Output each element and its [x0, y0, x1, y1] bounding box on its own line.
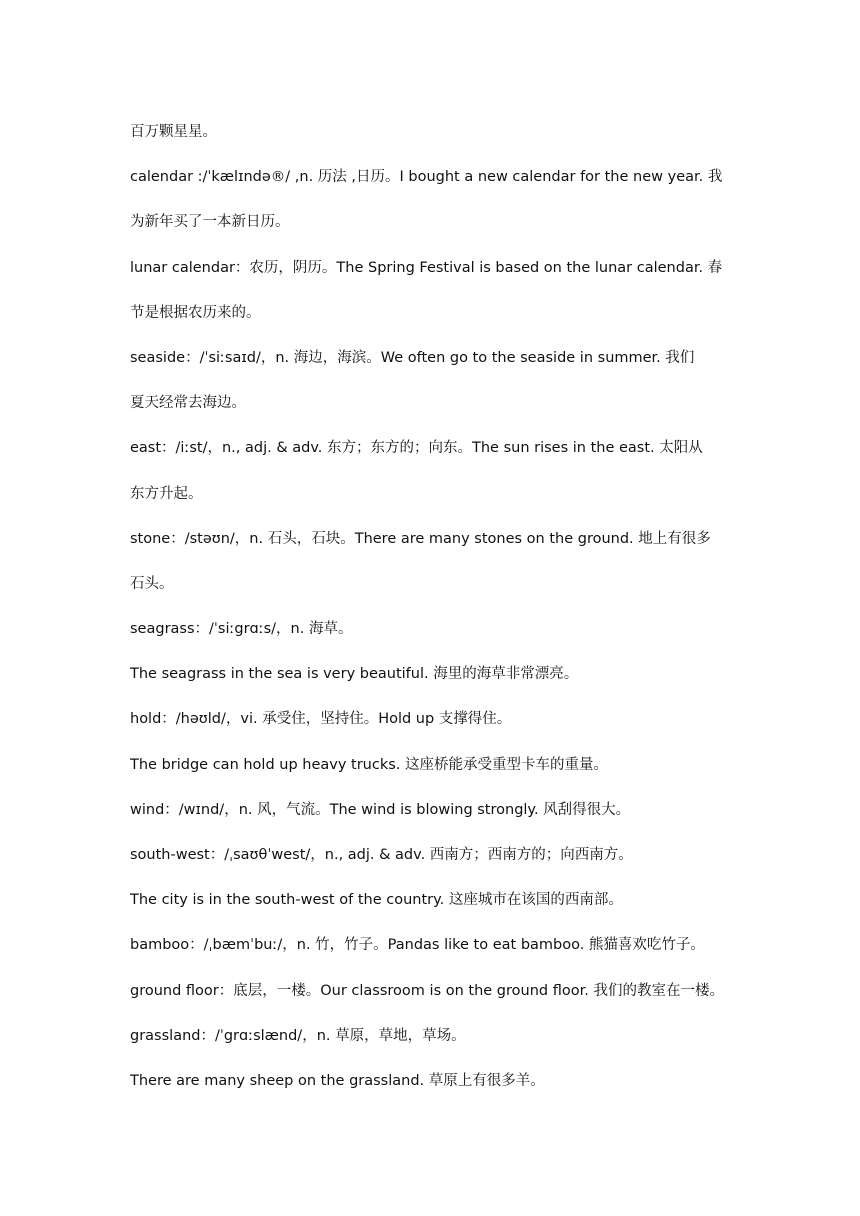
text-line: bamboo：/ˌbæmˈbuː/，n. 竹，竹子。Pandas like to eat bamboo. 熊猫喜欢吃竹子。 [130, 937, 705, 954]
text-line: lunar calendar：农历，阴历。The Spring Festival is based on the lunar calendar. 春 [130, 259, 723, 276]
text-line: hold：/həʊld/，vi. 承受住，坚持住。Hold up 支撑得住。 [130, 711, 512, 728]
text-line: ground floor：底层，一楼。Our classroom is on the ground floor. 我们的教室在一楼。 [130, 982, 724, 999]
text-line: stone：/stəʊn/，n. 石头，石块。There are many stones on the ground. 地上有很多 [130, 530, 711, 547]
text-line: The bridge can hold up heavy trucks. 这座桥能承受重型卡车的重量。 [130, 756, 609, 773]
text-line: seaside：/ˈsiːsaɪd/，n. 海边，海滨。We often go to the seaside in summer. 我们 [130, 349, 695, 366]
text-line: south-west：/ˌsaʊθˈwest/，n., adj. & adv. 西南方；西南方的；向西南方。 [130, 847, 633, 863]
text-line: 为新年买了一本新日历。 [130, 214, 290, 231]
text-line: seagrass：/ˈsiːgrɑːs/，n. 海草。 [130, 621, 353, 638]
text-line: The city is in the south-west of the country. 这座城市在该国的西南部。 [130, 892, 623, 909]
text-line: wind：/wɪnd/，n. 风，气流。The wind is blowing strongly. 风刮得很大。 [130, 801, 631, 818]
text-line: 百万颗星星。 [130, 124, 217, 140]
text-line: east：/iːst/，n., adj. & adv. 东方；东方的；向东。The sun rises in the east. 太阳从 [130, 440, 703, 457]
text-line: 夏天经常去海边。 [130, 395, 246, 412]
text-line: 石头。 [130, 575, 174, 592]
text-line: The seagrass in the sea is very beautiful. 海里的海草非常漂亮。 [130, 666, 579, 683]
text-line: 节是根据农历来的。 [130, 304, 261, 321]
text-line: There are many sheep on the grassland. 草原上有很多羊。 [130, 1072, 545, 1089]
text-line: calendar :/ˈkælɪndə®/ ,n. 历法 ,日历。I bought a new calendar for the new year. 我 [130, 169, 723, 186]
vocabulary-text [130, 110, 734, 1104]
text-line: grassland：/ˈgrɑːslænd/，n. 草原，草地，草场。 [130, 1027, 466, 1044]
text-line: 东方升起。 [130, 485, 203, 502]
